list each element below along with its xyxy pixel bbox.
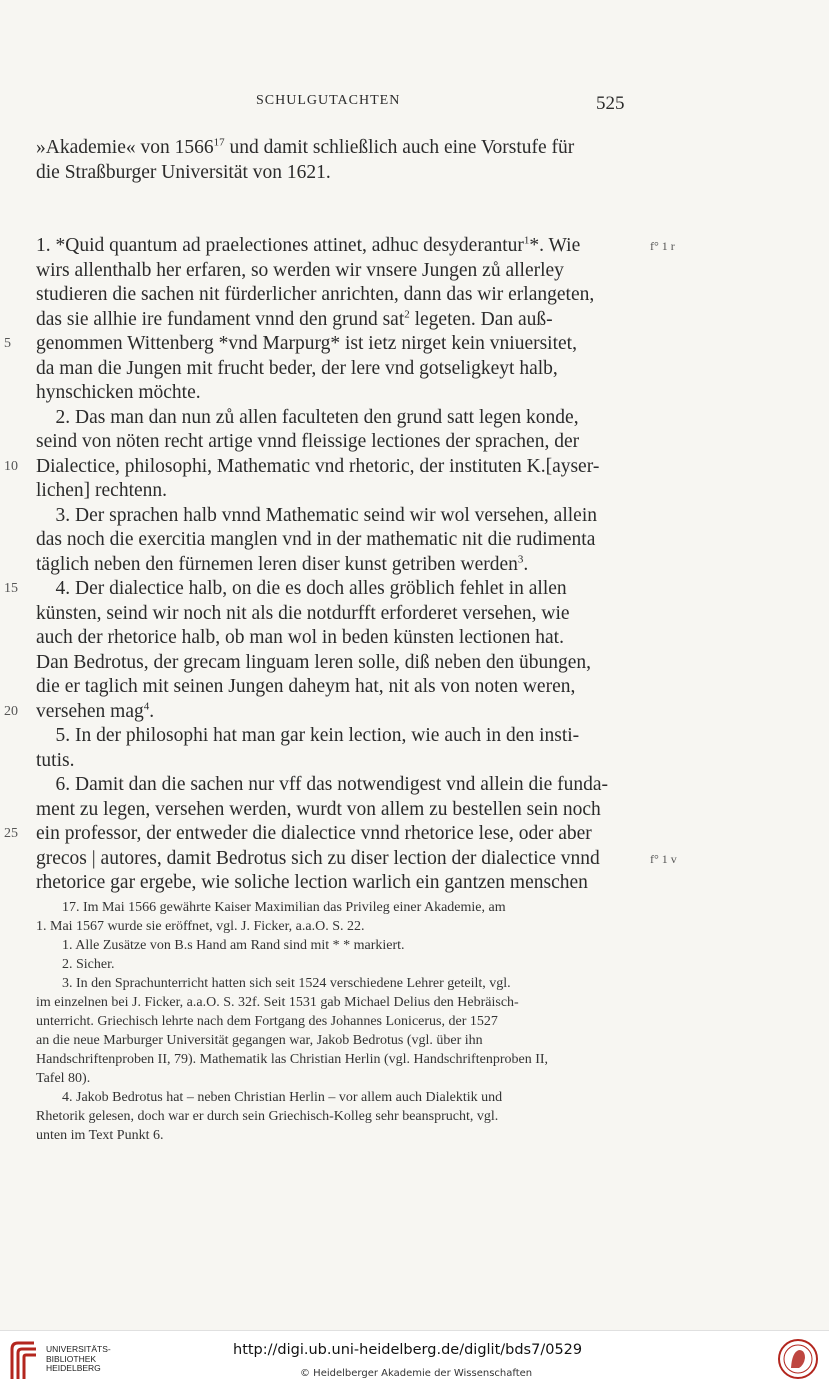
footnote-line: an die neue Marburger Universität gegangen war, Jakob Bedrotus (vgl. über ihn <box>36 1033 483 1048</box>
footnote-line: unterricht. Griechisch lehrte nach dem Fortgang des Johannes Lonicerus, der 1527 <box>36 1014 498 1029</box>
line-text: Dialectice, philosophi, Mathematic vnd rhetoric, der instituten K.[ayser- <box>36 455 600 477</box>
line-text: versehen mag <box>36 700 144 722</box>
footnote-line: im einzelnen bei J. Ficker, a.a.O. S. 32f. Seit 1531 gab Michael Delius den Hebräisch- <box>36 995 519 1010</box>
intro-text: und damit schließlich auch eine Vorstufe für <box>224 137 575 158</box>
running-head-title: SCHULGUTACHTEN <box>256 93 401 108</box>
footnote-line: Rhetorik gelesen, doch war er durch sein Griechisch-Kolleg sehr beansprucht, vgl. <box>36 1109 499 1124</box>
text-line <box>36 651 628 676</box>
footnote-ref: 4 <box>143 700 150 712</box>
line-text: ein professor, der entweder die dialectice vnnd rhetorice lese, oder aber <box>36 823 592 844</box>
footnote-ref: 3 <box>517 553 524 565</box>
text-line <box>36 602 628 627</box>
library-name-line: UNIVERSITÄTS- <box>46 1344 111 1354</box>
footnote-ref: 1 <box>523 234 530 247</box>
library-name <box>46 1345 111 1374</box>
text-line <box>36 283 628 308</box>
footnote-line: Handschriftenproben II, 79). Mathematik las Christian Herlin (vgl. Handschriftenproben II, <box>36 1052 549 1067</box>
folio-marker: f° 1 r <box>650 239 675 253</box>
main-text <box>4 234 677 896</box>
folio-marker: f° 1 v <box>650 851 677 866</box>
text-line <box>36 773 628 798</box>
line-number: 10 <box>4 458 18 474</box>
line-text: hynschicken möchte. <box>36 382 201 403</box>
line-text: lichen] rechtenn. <box>36 480 168 501</box>
line-number: 5 <box>4 336 11 351</box>
line-text: tutis. <box>36 749 75 771</box>
copyright-notice: © Heidelberger Akademie der Wissenschaften <box>300 1368 533 1379</box>
text-line <box>36 406 628 431</box>
text-line <box>36 626 628 651</box>
line-text: . <box>149 700 155 722</box>
text-line <box>4 700 628 725</box>
footnote-line: unten im Text Punkt 6. <box>36 1128 164 1143</box>
line-text: die er taglich mit seinen Jungen daheym hat, nit als von noten weren, <box>36 676 576 697</box>
line-text: 1. *Quid quantum ad praelectiones attinet, adhuc desyderantur <box>36 235 524 256</box>
text-line <box>36 871 628 896</box>
text-line <box>36 259 628 284</box>
footer-bar <box>0 1330 829 1390</box>
page-number: 525 <box>596 93 625 114</box>
footnote-ref: 17 <box>213 136 225 149</box>
text-line <box>36 528 628 553</box>
library-logo-icon <box>8 1341 40 1381</box>
text-line <box>36 798 628 823</box>
footnotes <box>36 898 628 1145</box>
line-text: ment zu legen, versehen werden, wurdt von allem zu bestellen sein noch <box>36 798 601 820</box>
line-text: 6. Damit dan die sachen nur vff das notwendigest vnd allein die funda- <box>36 774 609 795</box>
line-text: das noch die exercitia manglen vnd in der mathematic nit die rudimenta <box>36 529 596 550</box>
line-text: seind von nöten recht artige vnnd fleissige lectiones der sprachen, der <box>36 431 580 452</box>
text-line <box>4 455 628 480</box>
line-text: täglich neben den fürnemen leren diser kunst getriben werden <box>36 553 518 575</box>
text-line <box>36 357 628 382</box>
line-text: rhetorice gar ergebe, wie soliche lection warlich ein gantzen menschen <box>36 872 588 893</box>
text-line <box>36 479 628 504</box>
line-text: 5. In der philosophi hat man gar kein lection, wie auch in den insti- <box>36 725 580 746</box>
text-line <box>36 308 628 333</box>
line-number: 15 <box>4 581 18 596</box>
source-url-link[interactable]: http://digi.ub.uni-heidelberg.de/diglit/bds7/0529 <box>233 1342 583 1358</box>
line-text: auch der rhetorice halb, ob man wol in beden künsten lectionen hat. <box>36 627 564 648</box>
text-line <box>36 234 675 259</box>
heidelberg-seal-icon <box>777 1338 819 1380</box>
footnote-line: 1. Alle Zusätze von B.s Hand am Rand sind mit * * markiert. <box>62 938 405 953</box>
text-line <box>4 332 628 357</box>
text-line <box>36 675 628 700</box>
line-text: wirs allenthalb her erfaren, so werden wir vnsere Jungen zů allerley <box>36 259 564 281</box>
line-number: 20 <box>4 703 18 719</box>
line-text: . <box>523 553 529 575</box>
line-text: *. Wie <box>529 235 581 256</box>
line-text: 3. Der sprachen halb vnnd Mathematic seind wir wol versehen, allein <box>36 504 597 526</box>
line-number: 25 <box>4 826 18 841</box>
text-line <box>36 724 628 749</box>
intro-text: »Akademie« von 1566 <box>36 137 214 158</box>
footnote-line: 17. Im Mai 1566 gewährte Kaiser Maximilian das Privileg einer Akademie, am <box>62 900 506 915</box>
line-text: 2. Das man dan nun zů allen faculteten den grund satt legen konde, <box>36 406 579 428</box>
line-text: studieren die sachen nit fürderlicher anrichten, dann das wir erlangeten, <box>36 284 595 305</box>
footnote-line: 3. In den Sprachunterricht hatten sich seit 1524 verschiedene Lehrer geteilt, vgl. <box>62 976 511 991</box>
intro-text: die Straßburger Universität von 1621. <box>36 161 331 183</box>
footnote-line: 2. Sicher. <box>62 957 115 972</box>
intro-paragraph <box>36 136 628 185</box>
text-line <box>36 381 628 406</box>
line-text: da man die Jungen mit frucht beder, der lere vnd gotseligkeyt halb, <box>36 357 558 379</box>
text-line <box>4 577 628 602</box>
line-text: grecos | autores, damit Bedrotus sich zu diser lection der dialectice vnnd <box>36 847 600 869</box>
footnote-ref: 2 <box>404 308 410 320</box>
line-text: das sie allhie ire fundament vnnd den grund sat <box>36 308 405 330</box>
text-line <box>36 430 628 455</box>
line-text: Dan Bedrotus, der grecam linguam leren solle, diß neben den übungen, <box>36 651 592 673</box>
library-name-line: HEIDELBERG <box>46 1363 101 1373</box>
text-line <box>36 847 677 872</box>
text-line <box>36 553 628 578</box>
text-line <box>36 749 628 774</box>
line-text: 4. Der dialectice halb, on die es doch alles gröblich fehlet in allen <box>36 578 567 599</box>
footnote-line: Tafel 80). <box>36 1071 91 1086</box>
footnote-line: 4. Jakob Bedrotus hat – neben Christian Herlin – vor allem auch Dialektik und <box>62 1090 503 1105</box>
line-text: genommen Wittenberg *vnd Marpurg* ist ietz nirget kein vniuersitet, <box>36 333 577 354</box>
footnote-line: 1. Mai 1567 wurde sie eröffnet, vgl. J. Ficker, a.a.O. S. 22. <box>36 919 365 934</box>
library-name-line: BIBLIOTHEK <box>46 1353 97 1364</box>
line-text: legeten. Dan auß- <box>409 308 553 330</box>
text-line <box>36 504 628 529</box>
line-text: künsten, seind wir noch nit als die notdurfft erforderet versehen, wie <box>36 602 570 624</box>
text-line <box>4 822 628 847</box>
